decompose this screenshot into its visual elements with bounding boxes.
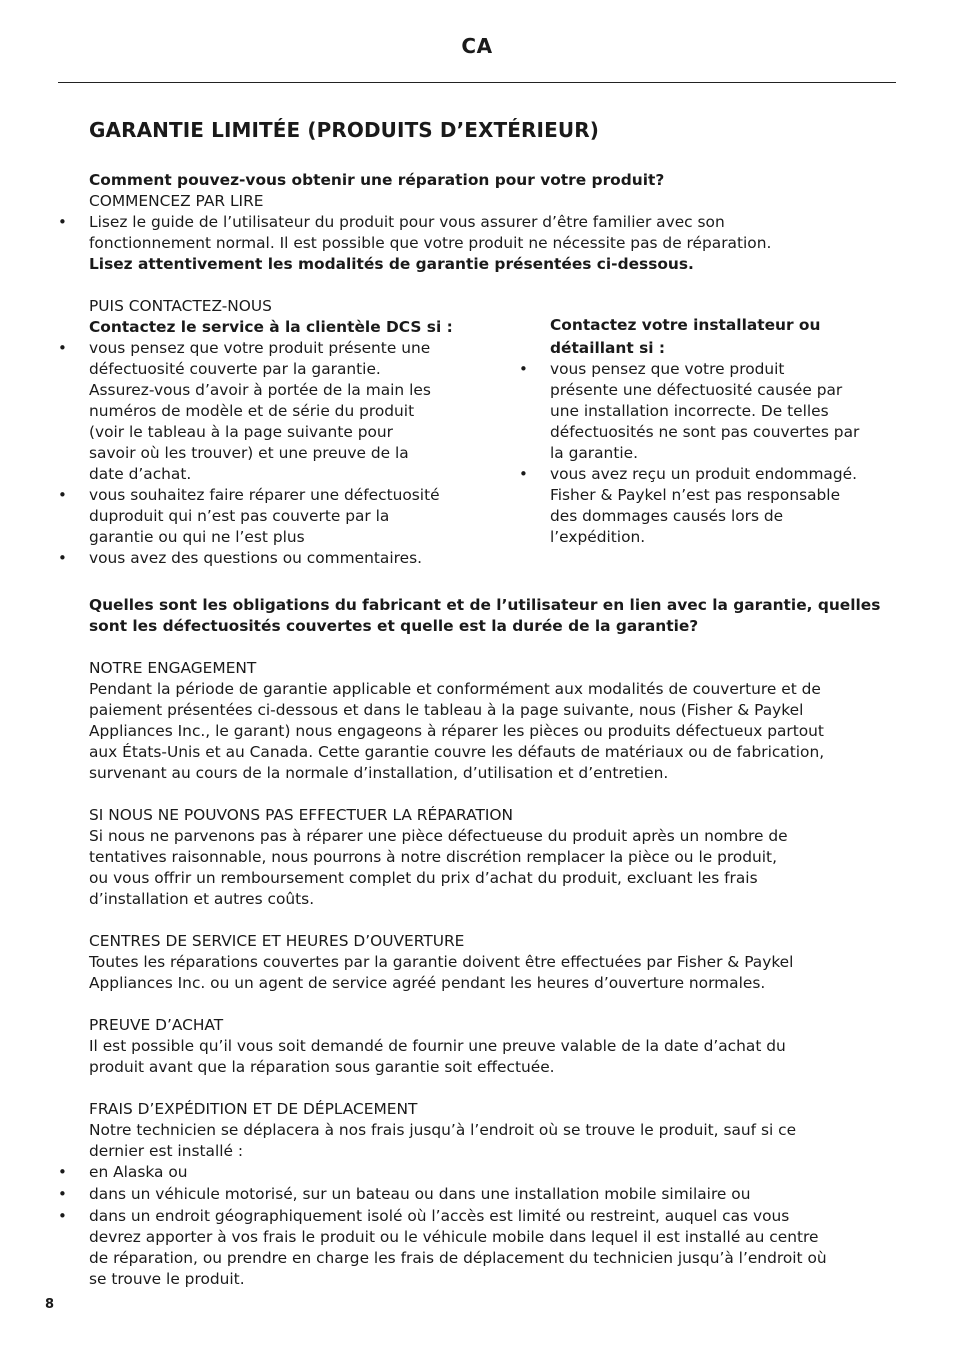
shipping-line: Notre technicien se déplacera à nos frais jusqu’à l’endroit où se trouve le produit, sauf si ce — [89, 1121, 797, 1139]
bullet-icon: • — [58, 1185, 67, 1203]
left-bullet-line: savoir où les trouver) et une preuve de la — [89, 444, 409, 462]
no-repair-line: Si nous ne parvenons pas à réparer une pièce défectueuse du produit après un nombre de — [89, 827, 788, 845]
bullet-icon: • — [519, 465, 528, 483]
engagement-line: paiement présentées ci-dessous et dans le tableau à la page suivante, nous (Fisher & Paykel — [89, 701, 804, 719]
left-bullet-line: garantie ou qui ne l’est plus — [89, 528, 305, 546]
shipping-line: dernier est installé : — [89, 1142, 244, 1160]
left-bullet-line: défectuosité couverte par la garantie. — [89, 360, 381, 378]
bullet-icon: • — [58, 1163, 67, 1181]
service-centres-heading: CENTRES DE SERVICE ET HEURES D’OUVERTURE — [89, 932, 465, 950]
left-bullet-line: (voir le tableau à la page suivante pour — [89, 423, 393, 441]
repair-question: Comment pouvez-vous obtenir une réparation pour votre produit? — [89, 171, 665, 189]
bullet-icon: • — [58, 213, 67, 231]
shipping-heading: FRAIS D’EXPÉDITION ET DE DÉPLACEMENT — [89, 1100, 418, 1118]
right-bullet-line: l’expédition. — [550, 528, 646, 546]
right-bullet-line: des dommages causés lors de — [550, 507, 784, 525]
shipping-bullet-line: dans un endroit géographiquement isolé où l’accès est limité ou restreint, auquel cas vous — [89, 1207, 790, 1225]
engagement-line: Pendant la période de garantie applicable et conformément aux modalités de couverture et de — [89, 680, 821, 698]
right-bullet-line: la garantie. — [550, 444, 638, 462]
bullet-icon: • — [58, 339, 67, 357]
page-number: 8 — [45, 1297, 55, 1312]
service-centres-line: Appliances Inc. ou un agent de service agréé pendant les heures d’ouverture normales. — [89, 974, 766, 992]
bullet-icon: • — [58, 486, 67, 504]
region-code: CA — [461, 34, 493, 58]
obligations-question: Quelles sont les obligations du fabricant et de l’utilisateur en lien avec la garantie, quelles — [89, 596, 881, 614]
shipping-bullet-line: devrez apporter à vos frais le produit ou le véhicule mobile dans lequel il est installé au centre — [89, 1228, 819, 1246]
left-bullet-line: vous avez des questions ou commentaires. — [89, 549, 422, 567]
service-centres-line: Toutes les réparations couvertes par la garantie doivent être effectuées par Fisher & Paykel — [89, 953, 794, 971]
engagement-line: aux États-Unis et au Canada. Cette garantie couvre les défauts de matériaux ou de fabrication, — [89, 743, 825, 761]
shipping-bullet-line: se trouve le produit. — [89, 1270, 245, 1288]
engagement-heading: NOTRE ENGAGEMENT — [89, 659, 257, 677]
engagement-line: Appliances Inc., le garant) nous engageons à réparer les pièces ou produits défectueux partout — [89, 722, 824, 740]
right-bullet-line: défectuosités ne sont pas couvertes par — [550, 423, 860, 441]
no-repair-line: tentatives raisonnable, nous pourrons à notre discrétion remplacer la pièce ou le produit, — [89, 848, 777, 866]
start-text-line: fonctionnement normal. Il est possible que votre produit ne nécessite pas de réparation. — [89, 234, 772, 252]
left-bullet-line: duproduit qui n’est pas couverte par la — [89, 507, 390, 525]
left-bullet-line: vous pensez que votre produit présente une — [89, 339, 431, 357]
right-bullet-line: vous pensez que votre produit — [550, 360, 785, 378]
contact-heading: PUIS CONTACTEZ-NOUS — [89, 297, 272, 315]
right-bullet-line: vous avez reçu un produit endommagé. — [550, 465, 857, 483]
bullet-icon: • — [58, 549, 67, 567]
bullet-icon: • — [58, 1207, 67, 1225]
start-bold-note: Lisez attentivement les modalités de garantie présentées ci-dessous. — [89, 255, 694, 273]
proof-heading: PREUVE D’ACHAT — [89, 1016, 224, 1034]
no-repair-line: d’installation et autres coûts. — [89, 890, 315, 908]
left-bullet-line: Assurez-vous d’avoir à portée de la main les — [89, 381, 431, 399]
start-heading: COMMENCEZ PAR LIRE — [89, 192, 264, 210]
start-text-line: Lisez le guide de l’utilisateur du produit pour vous assurer d’être familier avec son — [89, 213, 725, 231]
engagement-line: survenant au cours de la normale d’installation, d’utilisation et d’entretien. — [89, 764, 669, 782]
left-subheading: Contactez le service à la clientèle DCS si : — [89, 318, 453, 336]
shipping-bullet-line: dans un véhicule motorisé, sur un bateau ou dans une installation mobile similaire ou — [89, 1185, 751, 1203]
right-bullet-line: Fisher & Paykel n’est pas responsable — [550, 486, 841, 504]
right-subheading: Contactez votre installateur ou — [550, 316, 821, 334]
left-bullet-line: numéros de modèle et de série du produit — [89, 402, 415, 420]
proof-line: Il est possible qu’il vous soit demandé de fournir une preuve valable de la date d’achat du — [89, 1037, 786, 1055]
header-divider — [58, 82, 896, 83]
obligations-question: sont les défectuosités couvertes et quelle est la durée de la garantie? — [89, 617, 699, 635]
no-repair-heading: SI NOUS NE POUVONS PAS EFFECTUER LA RÉPARATION — [89, 806, 514, 824]
right-bullet-line: présente une défectuosité causée par — [550, 381, 843, 399]
proof-line: produit avant que la réparation sous garantie soit effectuée. — [89, 1058, 555, 1076]
shipping-bullet-line: en Alaska ou — [89, 1163, 188, 1181]
right-bullet-line: une installation incorrecte. De telles — [550, 402, 829, 420]
no-repair-line: ou vous offrir un remboursement complet du prix d’achat du produit, excluant les frais — [89, 869, 758, 887]
shipping-bullet-line: de réparation, ou prendre en charge les frais de déplacement du technicien jusqu’à l’endroit où — [89, 1249, 827, 1267]
left-bullet-line: date d’achat. — [89, 465, 192, 483]
bullet-icon: • — [519, 360, 528, 378]
left-bullet-line: vous souhaitez faire réparer une défectuosité — [89, 486, 440, 504]
page-title: GARANTIE LIMITÉE (PRODUITS D’EXTÉRIEUR) — [89, 118, 599, 142]
right-subheading: détaillant si : — [550, 339, 666, 357]
